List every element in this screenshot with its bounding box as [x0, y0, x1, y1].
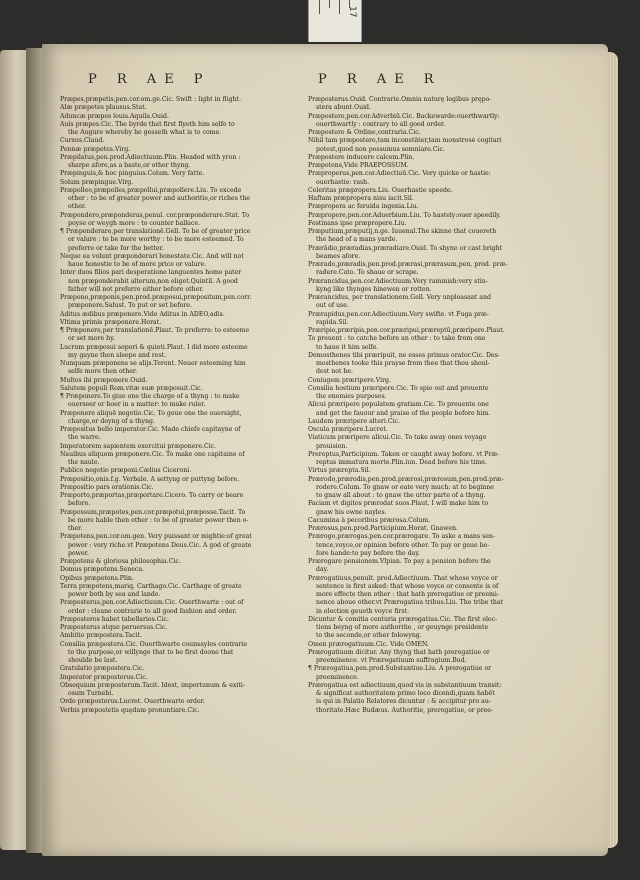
text-line: ouerseer or boer in a matter: to make ruler.	[68, 401, 206, 409]
text-line: Aditus ædibus præponere.Vide Aditus in ADEO,adis.	[60, 310, 225, 318]
text-line: Oscula præripere.Lucret.	[308, 426, 388, 433]
text-line: Præpinguis,& hoc pinguius.Colum. Very fatte.	[60, 170, 205, 178]
page-header-right: P R AE R	[318, 72, 442, 87]
text-line: stera abunt.Ouid.	[316, 104, 371, 112]
text-line: preferre or take for the better.	[68, 244, 164, 252]
text-line: selfe more then other.	[68, 368, 138, 376]
text-line: power both by sea and lande.	[68, 591, 161, 598]
text-line: Auis præpes.Cic. The byrde that first flyeth him selfe to	[60, 120, 235, 128]
text-line: father will not preferre either before other.	[68, 285, 204, 293]
text-line: Imperatorem sapientem exercitui præponere.Cic.	[60, 442, 217, 450]
text-line: dest not be.	[316, 368, 354, 376]
text-line: Neque ea volunt præponderari honestate.Cic. And will not	[60, 252, 244, 260]
text-line: to gnaw all about : to gnaw the utter parte of a thyng.	[316, 492, 486, 499]
text-line: Præporto,præportas,præportare.Cicero. To carry or beare	[60, 492, 244, 499]
text-line: Nauibus aliquem præponere.Cic. To make one capitaine of	[60, 450, 245, 458]
text-line: the naule.	[68, 459, 100, 466]
text-line: Aduncæ præpes louis.Aquila.Ouid.	[60, 112, 169, 120]
text-line: Præproperus,pen.cor.Adiectiuū.Cic. Very quicke or hastie:	[308, 170, 491, 178]
text-line: non præponderabit alterum,non eliget.Quintil. A good	[68, 277, 238, 285]
text-line: poyse or weygh more : to counter ballace.	[68, 219, 201, 227]
text-line: the enemies purposes.	[316, 393, 387, 400]
text-line: Gratulatio præpostera.Cic.	[60, 665, 145, 673]
text-line: Præpositio,onis.f.g. Verbale. A settyng or puttyng before.	[60, 475, 240, 483]
text-line: radere.Cato. To shaue or scrape.	[316, 269, 419, 277]
text-line: Prærogatiuus,penult. prod.Adiectiuum. That whose voyce or	[308, 574, 498, 582]
text-line: To preuent : to catche before an other : to take from one	[308, 335, 486, 343]
text-line: mosthenes tooke this prayse from thee that thou shoul-	[316, 360, 490, 367]
text-line: Viaticum præripere alicui.Cic. To take away ones voyage	[308, 434, 487, 442]
measurement-ruler	[308, 0, 362, 42]
text-line: Præpossum,præpotes,pen.cor.præpotui,præposse.Tacit. To	[60, 508, 246, 516]
text-line: and get the fauour and praise of the people before him.	[316, 409, 491, 417]
text-line: Terra præpotens,mariq. Carthago.Cic. Carthage of greate	[60, 582, 242, 590]
text-line: Præpes,præpetis,pen.cor.om.ge.Cic. Swift : light in flight.	[60, 96, 242, 103]
text-line: Lucrum præposui sopori & quieti.Plaut. I did more esteeme	[60, 343, 248, 351]
text-line: prouision.	[316, 442, 348, 450]
text-line: kyng like thynges hinewen or rotten.	[316, 285, 432, 293]
text-line: osum Turnebi.	[68, 690, 114, 697]
text-line: rapida.Sil.	[316, 318, 349, 326]
text-line: Præpotens,pen.cor.om.gen. Very puissant or mightie:of great	[60, 533, 252, 541]
text-line: Demosthenes tibi præripuit, ne esses primus orator.Cic. Des-	[308, 351, 500, 359]
text-line: Præponere aliquē negotio.Cic. To geue one the ouersight,	[60, 409, 242, 417]
text-line: Præpondero,præponderas,penul. cor.præponderare.Stat. To	[60, 211, 250, 219]
text-line: Prærodo,prærodis,pen.prod.prærosi,prærosum,pen.prod.præ-	[308, 475, 504, 483]
text-line: sharpe afore,as a baste,or other thyng.	[68, 162, 191, 169]
text-line: beames afore.	[316, 252, 361, 260]
text-line: charge,or doyng of a thyng.	[68, 417, 155, 425]
text-line: Præpropere,pen.cor.Aduerbium.Liu. To hastely:ouer speedily.	[308, 211, 501, 219]
text-line: Faciam vt digitos prærodat suos.Plaut. I will make him to	[308, 500, 489, 508]
text-line: to haue it him selfe.	[316, 343, 379, 351]
text-line: ouerhastie: rash.	[316, 178, 370, 186]
text-line: Verbis præpostetis quędam pronuntiare.Cic.	[60, 706, 200, 714]
text-line: the warre.	[68, 434, 101, 442]
text-line: or set more by.	[68, 335, 115, 343]
text-line: Multos ibi præponere.Ouid.	[60, 376, 148, 384]
text-line: Haftam præpropera nisu iacit.Sil.	[308, 195, 414, 202]
text-line: Consilia præpostera.Cic. Ouerthwarte counsayles contrarie	[60, 640, 248, 648]
ruler-label: 17	[347, 6, 357, 18]
text-line: the head of a mans yarde.	[316, 236, 398, 244]
text-line: Opibus præpotens.Plin.	[60, 574, 134, 582]
text-line: be more hable then other : to be of greater power then o-	[68, 516, 249, 524]
text-line: preeminence. vt Prærogatiuum suffragium.Bud.	[316, 657, 467, 664]
text-line: gnaw his owne nayles.	[316, 508, 387, 516]
text-line: Virtus prærepta.Sil.	[308, 467, 371, 475]
text-line: Festinans ipse præpropere.Liu.	[308, 219, 407, 227]
text-line: tence,voyce,or opinion before other. To pay or geue be-	[316, 541, 490, 549]
right-text-column	[308, 96, 596, 715]
text-line: Præpositio pars orationis.Cic.	[60, 483, 154, 491]
text-line: Præposterus.Ouid. Contrarie.Omnia naturę legibus prępo-	[308, 96, 492, 103]
text-line: Præposterus,pen.cor.Adiectiuum.Cic. Ouerthwarte : out of	[60, 599, 244, 607]
text-line: Cacumina à pecoribus prærosa.Colum.	[308, 516, 431, 524]
text-line: thoritate.Hæc Budæus. Authoritie, prerogatiue, or pree-	[316, 706, 494, 714]
text-line: Prærādio,præradias,præradiare.Ouid. To shyne or cast bright	[308, 244, 503, 252]
text-line: Consilia hostium præripere.Cic. To spie out and preuente	[308, 384, 489, 392]
text-line: Omen prærogatiuum.Cic. Vide OMEN.	[308, 640, 429, 648]
text-line: more effecte then other : that hath prerogatiue or preemi-	[316, 591, 499, 598]
text-line: Prærogo,prærogas,pen.cor.prærogare. To aske a mans sen-	[308, 533, 495, 541]
text-line: Præpostere inducere calcem.Plin.	[308, 153, 415, 161]
text-line: Pennæ præpetes.Virg.	[60, 145, 131, 153]
text-line: Ordo præposterus.Lucret. Ouerthwarte order.	[60, 698, 205, 706]
text-line: Domus præpotens.Seneca.	[60, 566, 145, 574]
text-line: nence aboue other.vt Prærogatiua tribus.Liu. The tribe that	[316, 599, 504, 607]
text-line: Alicui præripere populatem gratiam.Cic. To preuente one	[308, 401, 489, 409]
left-page-edge	[0, 50, 26, 850]
text-line: is qui in Palatio Relatores dicuntur : & accipitur pro au-	[316, 698, 491, 706]
text-line: Prærogatiuum dicitur. Any thyng that hath prerogatiue or	[308, 648, 490, 656]
text-line: Cursus.Claud.	[60, 137, 105, 145]
text-line: other : to be of greater power and authoritie,or riches the	[68, 195, 250, 202]
text-line: Celeritas præpropera.Liu. Ouerhastie speede.	[308, 186, 453, 194]
text-line: Solum præpingue.Virg.	[60, 178, 134, 186]
text-line: Prærancidus,pen.cor.Adiectiuum.Very rammish:very stin-	[308, 277, 488, 285]
text-line: Præpostere,pen.cor.Adverbiū.Cic. Backewarde:ouerthwartly:	[308, 112, 500, 120]
text-line: ¶ Præponderare,per translationē.Gell. To be of greater price	[60, 228, 251, 235]
text-line: Ambitio præpostera.Tacit.	[60, 632, 143, 640]
page-header-left: P R AE P	[88, 72, 211, 87]
text-line: Coniugem præripere.Virg.	[308, 376, 391, 384]
text-line: day.	[316, 566, 329, 574]
text-line: Præpropera ac feruida ingenia.Liu.	[308, 203, 419, 211]
text-line: Imperator præposterus.Cic.	[60, 673, 148, 681]
text-line: to the purpose,or willynge that to be first doone that	[68, 648, 234, 656]
text-line: before.	[68, 500, 91, 508]
text-line: my gayne then sleepe and rest.	[68, 351, 167, 359]
text-line: Præpilatus,pen.prod.Adiectiuum.Plin. Headed with yron :	[60, 153, 241, 161]
text-line: potest,quod non possumus somniare.Cic.	[316, 145, 445, 153]
text-line: ¶ Præponere,per translationē.Plaut. To preferre: to esteeme	[60, 327, 250, 334]
text-line: Laudem præripere alteri.Cic.	[308, 417, 400, 425]
ruler-tick	[319, 0, 320, 14]
text-line: power : very riche.vt Præpotens Deus.Cic. A god of greate	[68, 541, 252, 549]
text-line: Prærogare pensionem.Vlpian. To pay a pension before the	[308, 558, 491, 565]
text-line: ouerthwartly : contrary to all good order.	[316, 120, 446, 128]
left-text-column	[60, 96, 296, 715]
text-line: or valure : to be more worthy : to be more esteemed. To	[68, 236, 244, 244]
text-line: ther.	[68, 525, 83, 532]
text-line: power.	[68, 549, 89, 557]
text-line: Præpono,præponis,pen.prod.præposui,præpositum,pen.corr.	[60, 294, 252, 301]
text-line: shoulde be last.	[68, 657, 118, 664]
text-line: Nihil tam præpostere,tam inconstāter,tam monstrosè cogitari	[308, 137, 502, 145]
text-line: Prærosus,pen.prod.Participium.Horat. Gnawen.	[308, 525, 458, 532]
text-line: Prærogatiua est adiectiuum,quod vis in substantiuum transit:	[308, 681, 502, 689]
text-line: præponere.Salust. To put or set before.	[68, 302, 193, 310]
text-line: Prærapidus,pen.cor.Adiectiuum.Very swifte. vt Fuga præ-	[308, 310, 489, 318]
text-line: sentence is first asked: that whose voyce or consente is of	[316, 582, 499, 590]
text-line: Prærado,præradis,pen.prod.prærasi,prærasum,pen. prod. præ-	[308, 261, 508, 268]
text-line: Prereptus,Participium. Taken or caught away before. vt Præ-	[308, 450, 500, 458]
text-line: Præpotens & gloriosa philosophia.Cic.	[60, 558, 181, 565]
text-line: Præputium,præputij,n.ge. Iuuenal.The skinne that couereth	[308, 228, 497, 235]
text-line: rodere.Colum. To gnaw or eate very much: at to beginne	[316, 483, 494, 491]
text-line: order : cleane contrarie to all good fashion and order.	[68, 607, 237, 615]
text-line: Alæ præpetes plausus.Stat.	[60, 104, 147, 112]
text-line: the Augure whereby he gesseth what is to come.	[68, 129, 222, 136]
text-line: Vltima primis præponere.Horat.	[60, 318, 162, 326]
text-line: Præpositus bello imperator.Cic. Made chiefe capitayne of	[60, 426, 241, 433]
text-line: Obsequium præposterum.Tacit. Idest, importunum & exiti-	[60, 681, 245, 689]
ruler-tick	[339, 0, 340, 14]
text-line: Præpostere & Ordine,contraria.Cic.	[308, 129, 421, 136]
text-line: Præposteros habet tabellarios.Cic.	[60, 615, 169, 623]
text-line: reptus immatura morte.Plin.iun. Dead before his time.	[316, 459, 487, 466]
text-line: haue honestie to be of more price or valure.	[68, 261, 207, 268]
text-line: Prærancidus, per translationem.Gell. Very unpleasant and	[308, 294, 491, 301]
text-line: Præpolleo,præpolles,præpollui,præpollere.Liu. To excede	[60, 186, 242, 194]
text-line: Præpotens,Vide PRAEPOSSUM.	[308, 162, 409, 169]
text-line: Præposterus atque peruersus.Cic.	[60, 624, 168, 631]
text-line: other.	[68, 203, 87, 211]
text-line: ¶ Præponere.To giue one the charge of a thyng : to make	[60, 393, 240, 400]
ruler-tick	[329, 0, 330, 8]
text-line: Salutem populi Rom.vitæ suæ præposuit.Cic.	[60, 384, 203, 392]
text-line: tions beyng of more authoritie , or geuynge presidente	[316, 624, 489, 631]
text-line: in election geueth voyce first.	[316, 607, 410, 615]
text-line: fore hande:to pay before the day.	[316, 549, 420, 557]
text-line: to the seconde,or other folowyng.	[316, 632, 422, 640]
text-line: out of use.	[316, 302, 349, 310]
text-line: Dicuntur & comitia centuria prærogatiua.Cic. The first elec-	[308, 615, 498, 623]
text-line: Nunquam præponens se alijs.Terent. Neuer esteeming him	[60, 360, 246, 367]
text-line: preeminence.	[316, 673, 359, 681]
text-line: Inter duos filios pari desperatione languentes homo pater	[60, 269, 242, 277]
text-line: Præripio,præripis,pen.cor.præripui,præreptū,præripere.Plaut.	[308, 327, 505, 334]
text-line: & significat authoritatem primo loco dicendi,quam habēt	[316, 690, 495, 697]
text-line: ¶ Prærogatiua,pen.prod.Substantiue.Liu. A prerogatiue or	[308, 665, 492, 673]
text-line: Publico negotio præponi.Cælius Ciceroni.	[60, 467, 192, 475]
